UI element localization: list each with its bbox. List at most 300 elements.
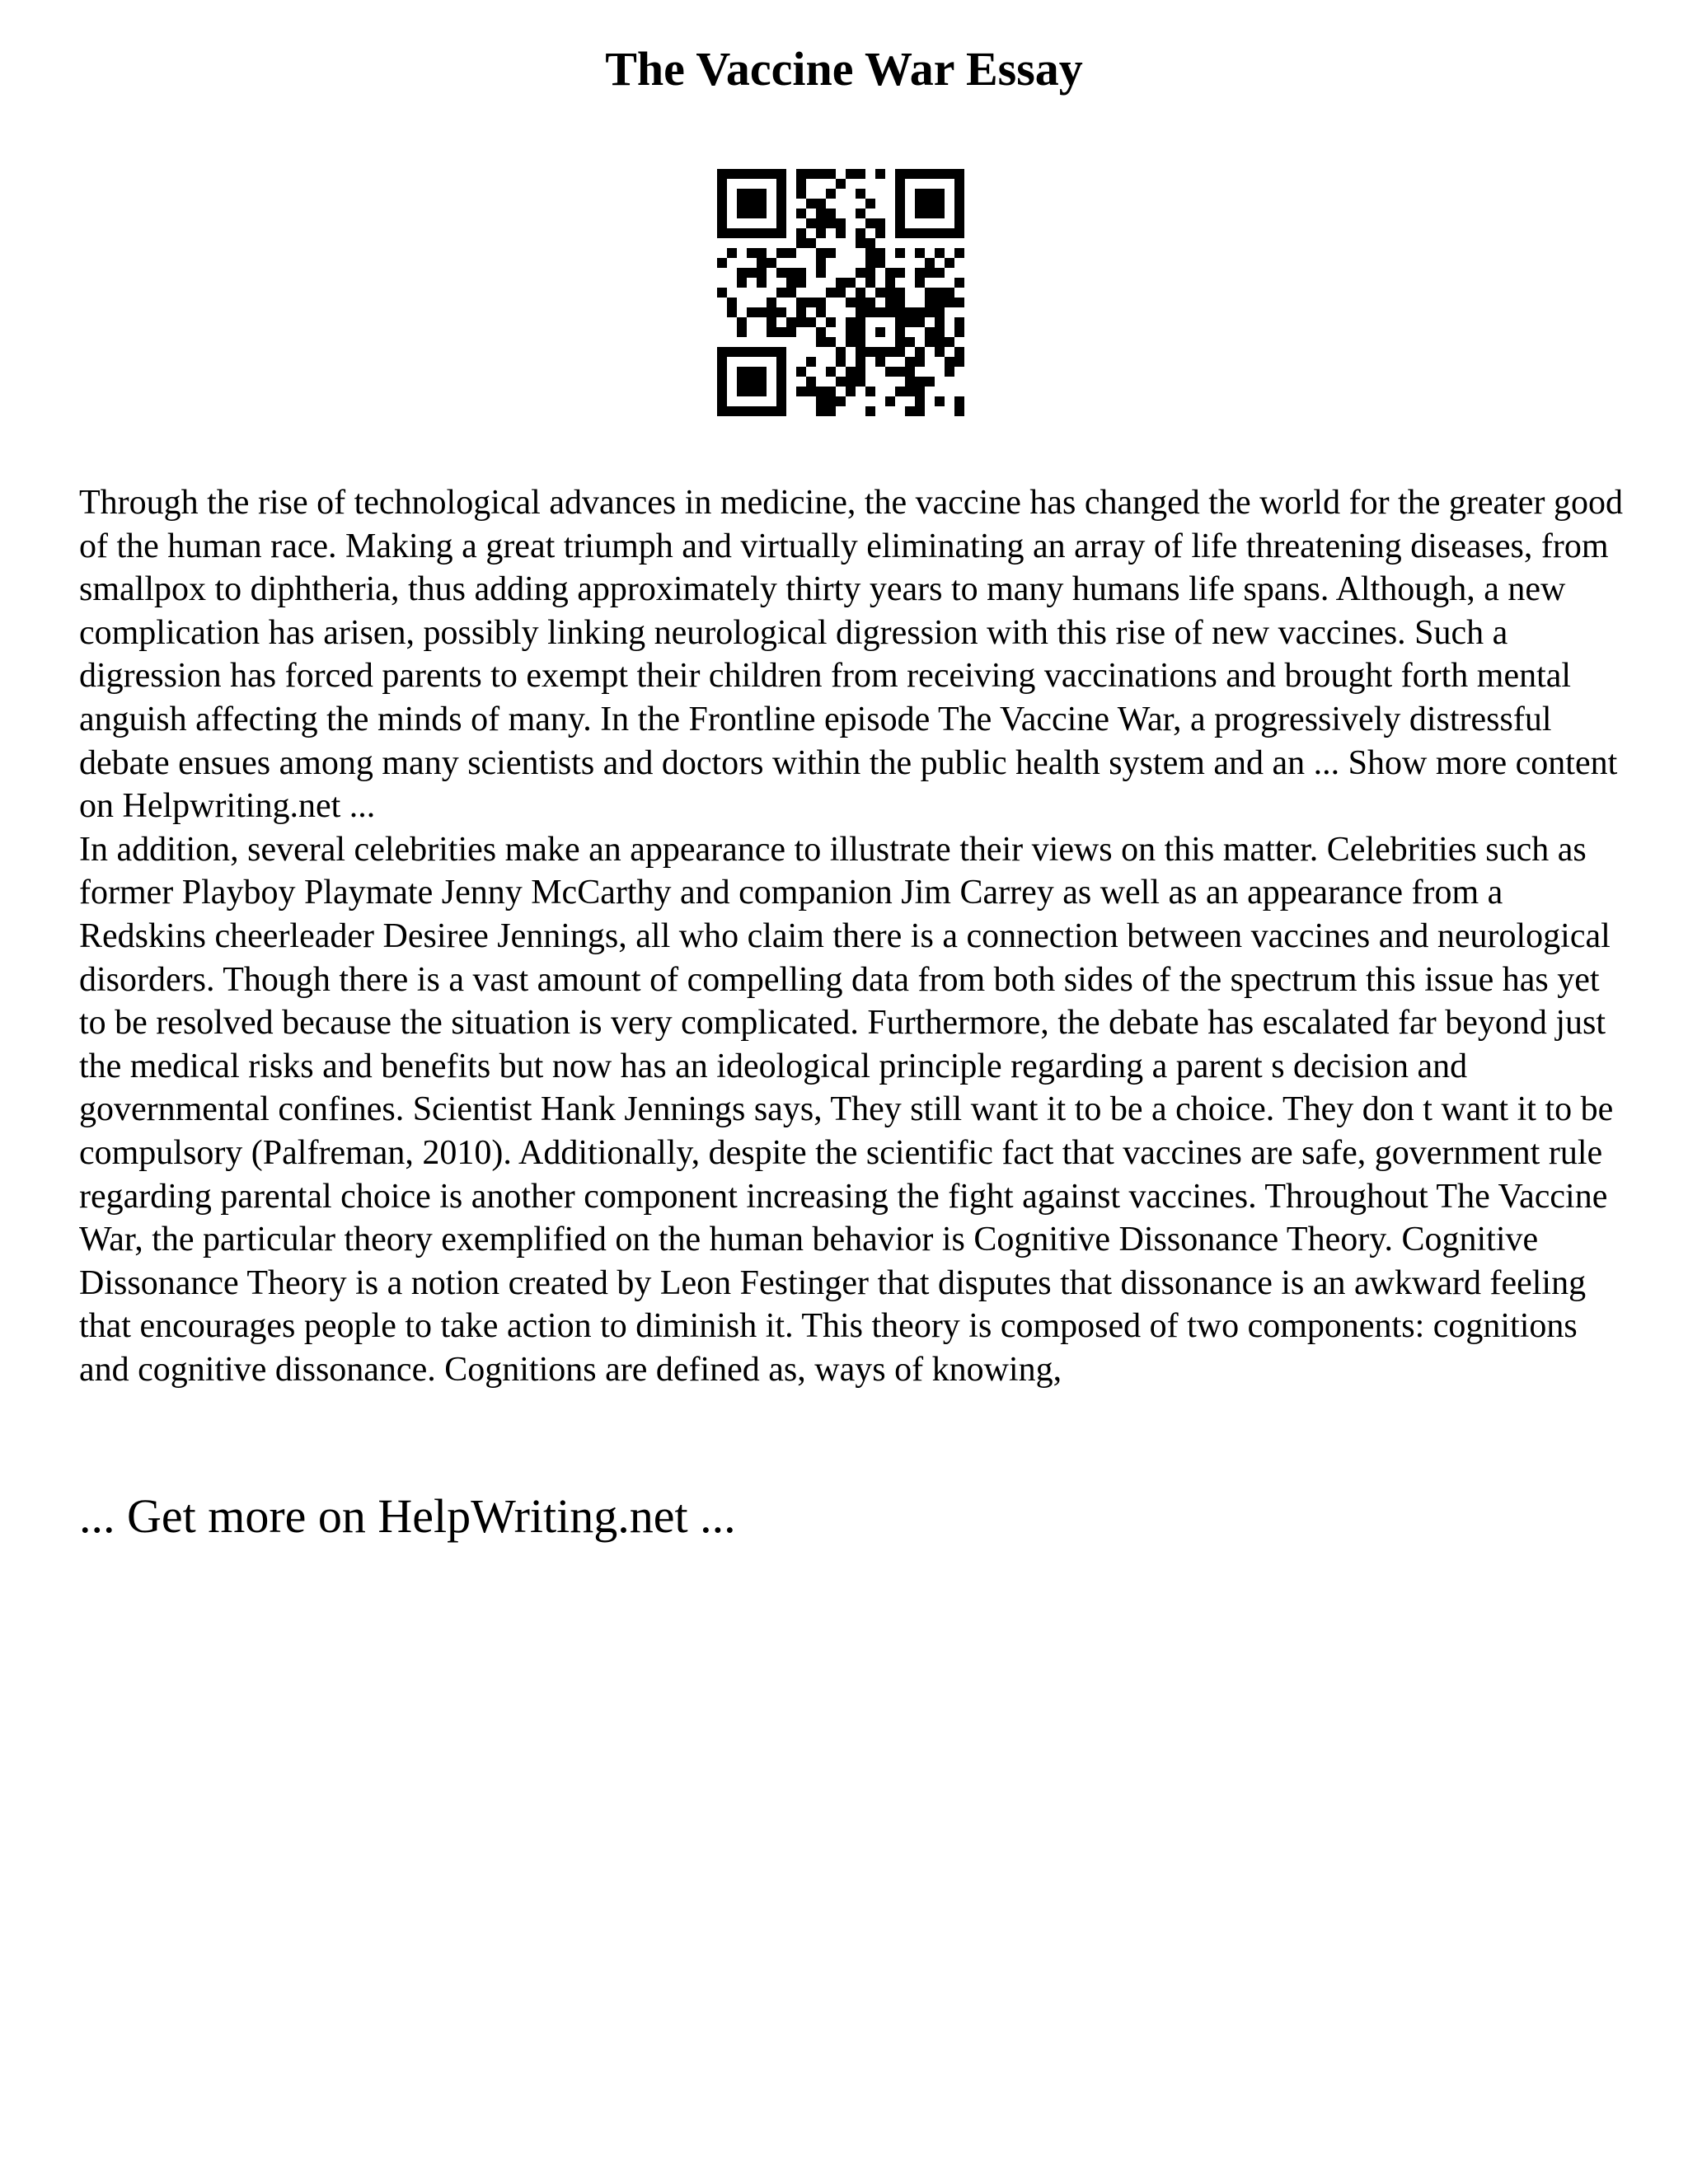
qr-module bbox=[856, 209, 865, 218]
qr-module bbox=[846, 317, 856, 327]
qr-module bbox=[895, 189, 905, 199]
qr-module bbox=[796, 268, 806, 278]
qr-module bbox=[856, 307, 865, 317]
qr-module bbox=[757, 228, 767, 238]
qr-module bbox=[895, 298, 905, 307]
qr-module bbox=[935, 317, 945, 327]
qr-module bbox=[915, 169, 925, 179]
qr-module bbox=[757, 248, 767, 258]
qr-module bbox=[776, 367, 786, 377]
qr-module bbox=[737, 228, 747, 238]
qr-module bbox=[895, 228, 905, 238]
qr-module bbox=[925, 377, 935, 387]
qr-module bbox=[935, 209, 945, 218]
qr-module bbox=[796, 367, 806, 377]
qr-module bbox=[776, 288, 786, 298]
qr-module bbox=[836, 278, 846, 288]
qr-module bbox=[954, 199, 964, 209]
qr-module bbox=[767, 406, 776, 416]
qr-module bbox=[856, 367, 865, 377]
qr-module bbox=[865, 387, 875, 396]
qr-module bbox=[875, 248, 885, 258]
qr-module bbox=[737, 169, 747, 179]
qr-module bbox=[806, 317, 816, 327]
qr-module bbox=[767, 258, 776, 268]
qr-module bbox=[836, 179, 846, 189]
qr-module bbox=[737, 406, 747, 416]
qr-module bbox=[757, 189, 767, 199]
qr-module bbox=[935, 248, 945, 258]
qr-module bbox=[846, 377, 856, 387]
qr-module bbox=[757, 199, 767, 209]
qr-module bbox=[816, 169, 826, 179]
qr-module bbox=[915, 317, 925, 327]
qr-module bbox=[836, 347, 846, 357]
qr-module bbox=[816, 337, 826, 347]
qr-module bbox=[905, 228, 915, 238]
qr-module bbox=[717, 396, 727, 406]
qr-module bbox=[717, 218, 727, 228]
qr-module bbox=[737, 209, 747, 218]
essay-paragraph: Through the rise of technological advances in medicine, the vaccine has changed the world for the greater good of the human race. Making a great triumph and virtually eliminating an array of life threatening diseases, from smallpox to diphtheria, thus adding approximately thirty years to many humans life spans. Although, a new complication has arisen, possibly linking neurological digression with this rise of new vaccines. Such a digression has forced parents to exempt their children from receiving vaccinations and brought forth mental anguish affecting the minds of many. In the Frontline episode The Vaccine War, a progressively distressful debate ensues among many scientists and doctors within the public health system and an ... Show more content on Helpwriting.net ... bbox=[79, 484, 1623, 826]
qr-module bbox=[737, 317, 747, 327]
qr-module bbox=[895, 317, 905, 327]
qr-module bbox=[816, 258, 826, 268]
qr-module bbox=[895, 347, 905, 357]
qr-module bbox=[747, 248, 757, 258]
qr-module bbox=[776, 396, 786, 406]
qr-module bbox=[925, 258, 935, 268]
qr-module bbox=[875, 288, 885, 298]
qr-module bbox=[885, 278, 895, 288]
qr-module bbox=[846, 337, 856, 347]
qr-module bbox=[856, 189, 865, 199]
qr-module bbox=[846, 387, 856, 396]
qr-module bbox=[747, 307, 757, 317]
qr-module bbox=[846, 298, 856, 307]
qr-module bbox=[747, 228, 757, 238]
qr-module bbox=[895, 288, 905, 298]
qr-module bbox=[875, 347, 885, 357]
qr-module bbox=[935, 169, 945, 179]
qr-module bbox=[935, 347, 945, 357]
qr-module bbox=[935, 396, 945, 406]
qr-module bbox=[757, 209, 767, 218]
qr-module bbox=[865, 248, 875, 258]
qr-module bbox=[717, 406, 727, 416]
qr-module bbox=[836, 377, 846, 387]
qr-module bbox=[895, 307, 905, 317]
qr-module bbox=[856, 169, 865, 179]
qr-module bbox=[865, 238, 875, 248]
qr-module bbox=[816, 396, 826, 406]
qr-module bbox=[925, 337, 935, 347]
qr-module bbox=[895, 209, 905, 218]
qr-module bbox=[727, 169, 737, 179]
qr-module bbox=[954, 298, 964, 307]
qr-module bbox=[826, 169, 836, 179]
qr-module bbox=[826, 218, 836, 228]
qr-module bbox=[727, 406, 737, 416]
qr-module bbox=[915, 278, 925, 288]
qr-module bbox=[856, 347, 865, 357]
qr-module bbox=[776, 406, 786, 416]
qr-module bbox=[776, 218, 786, 228]
qr-module bbox=[717, 228, 727, 238]
qr-module bbox=[776, 357, 786, 367]
qr-module bbox=[717, 347, 727, 357]
qr-module bbox=[875, 218, 885, 228]
qr-module bbox=[806, 357, 816, 367]
qr-module bbox=[915, 406, 925, 416]
qr-module bbox=[737, 347, 747, 357]
qr-module bbox=[816, 406, 826, 416]
qr-module bbox=[767, 169, 776, 179]
qr-module bbox=[796, 179, 806, 189]
qr-module bbox=[846, 327, 856, 337]
qr-module bbox=[895, 327, 905, 337]
qr-module bbox=[954, 357, 964, 367]
qr-module bbox=[915, 387, 925, 396]
qr-module bbox=[816, 248, 826, 258]
qr-module bbox=[776, 228, 786, 238]
qr-module bbox=[737, 199, 747, 209]
qr-module bbox=[816, 298, 826, 307]
qr-module bbox=[925, 288, 935, 298]
qr-module bbox=[885, 307, 895, 317]
qr-module bbox=[875, 307, 885, 317]
qr-module bbox=[915, 396, 925, 406]
qr-module bbox=[717, 377, 727, 387]
qr-module bbox=[895, 387, 905, 396]
qr-module bbox=[737, 377, 747, 387]
qr-module bbox=[776, 307, 786, 317]
essay-paragraph: In addition, several celebrities make an appearance to illustrate their views on this matter. Celebrities such as former Playboy Playmate Jenny McCarthy and companion Jim Carrey as well as an appearance from a Redskins cheerleader Desiree Jennings, all who claim there is a connection between vaccines and neurological disorders. Though there is a vast amount of compelling data from both sides of the spectrum this issue has yet to be resolved because the situation is very complicated. Furthermore, the debate has escalated far beyond just the medical risks and benefits but now has an ideological principle regarding a parent s decision and governmental confines. Scientist Hank Jennings says, They still want it to be a choice. They don t want it to be compulsory (Palfreman, 2010). Additionally, despite the scientific fact that vaccines are safe, government rule regarding parental choice is another component increasing the fight against vaccines. Throughout The Vaccine War, the particular theory exemplified on the human behavior is Cognitive Dissonance Theory. Cognitive Dissonance Theory is a notion created by Leon Festinger that disputes that dissonance is an awkward feeling that encourages people to take action to diminish it. This theory is composed of two components: cognitions and cognitive dissonance. Cognitions are defined as, ways of knowing, bbox=[79, 830, 1614, 1389]
qr-module bbox=[717, 288, 727, 298]
qr-module bbox=[796, 169, 806, 179]
qr-module bbox=[905, 387, 915, 396]
qr-module bbox=[757, 169, 767, 179]
qr-module bbox=[856, 337, 865, 347]
qr-module bbox=[717, 179, 727, 189]
qr-module bbox=[954, 248, 964, 258]
qr-module bbox=[747, 268, 757, 278]
qr-module bbox=[767, 228, 776, 238]
qr-module bbox=[915, 377, 925, 387]
qr-module bbox=[757, 387, 767, 396]
qr-module bbox=[796, 278, 806, 288]
qr-module bbox=[954, 327, 964, 337]
qr-module bbox=[954, 347, 964, 357]
qr-module bbox=[895, 179, 905, 189]
qr-module bbox=[905, 317, 915, 327]
qr-module bbox=[905, 357, 915, 367]
qr-module bbox=[717, 367, 727, 377]
qr-module bbox=[945, 337, 954, 347]
qr-module bbox=[806, 169, 816, 179]
qr-module bbox=[836, 288, 846, 298]
qr-module bbox=[856, 327, 865, 337]
qr-module bbox=[737, 387, 747, 396]
qr-module bbox=[865, 199, 875, 209]
qr-module bbox=[717, 357, 727, 367]
qr-module bbox=[865, 278, 875, 288]
qr-module bbox=[747, 367, 757, 377]
qr-module bbox=[757, 367, 767, 377]
qr-module bbox=[915, 347, 925, 357]
qr-module bbox=[935, 337, 945, 347]
qr-module bbox=[836, 357, 846, 367]
qr-module bbox=[727, 248, 737, 258]
qr-module bbox=[875, 169, 885, 179]
qr-module bbox=[925, 327, 935, 337]
qr-module bbox=[856, 298, 865, 307]
qr-module bbox=[954, 406, 964, 416]
qr-module bbox=[856, 377, 865, 387]
qr-module bbox=[757, 307, 767, 317]
qr-module bbox=[767, 327, 776, 337]
qr-module bbox=[816, 218, 826, 228]
qr-module bbox=[717, 209, 727, 218]
qr-module bbox=[865, 406, 875, 416]
qr-module bbox=[767, 317, 776, 327]
qr-module bbox=[945, 367, 954, 377]
qr-module bbox=[747, 387, 757, 396]
qr-module bbox=[836, 218, 846, 228]
qr-module bbox=[806, 298, 816, 307]
qr-module bbox=[885, 298, 895, 307]
qr-module bbox=[747, 189, 757, 199]
qr-module bbox=[846, 367, 856, 377]
qr-module bbox=[895, 218, 905, 228]
qr-module bbox=[767, 298, 776, 307]
qr-module bbox=[935, 228, 945, 238]
qr-module bbox=[875, 327, 885, 337]
qr-module bbox=[747, 209, 757, 218]
qr-module bbox=[826, 189, 836, 199]
qr-module bbox=[816, 327, 826, 337]
qr-module bbox=[905, 169, 915, 179]
qr-module bbox=[806, 199, 816, 209]
qr-module bbox=[776, 347, 786, 357]
qr-module bbox=[737, 268, 747, 278]
qr-module bbox=[856, 357, 865, 367]
qr-module bbox=[935, 327, 945, 337]
qr-module bbox=[816, 387, 826, 396]
qr-module bbox=[717, 258, 727, 268]
qr-module bbox=[796, 387, 806, 396]
qr-module bbox=[806, 218, 816, 228]
qr-module bbox=[786, 288, 796, 298]
qr-module bbox=[747, 169, 757, 179]
qr-module bbox=[945, 169, 954, 179]
qr-module bbox=[796, 238, 806, 248]
qr-module bbox=[905, 367, 915, 377]
qr-module bbox=[954, 209, 964, 218]
qr-module bbox=[806, 238, 816, 248]
qr-module bbox=[826, 317, 836, 327]
qr-module bbox=[717, 169, 727, 179]
qr-module bbox=[737, 327, 747, 337]
qr-module bbox=[747, 199, 757, 209]
qr-module bbox=[727, 347, 737, 357]
qr-module bbox=[954, 179, 964, 189]
qr-module bbox=[954, 169, 964, 179]
qr-module bbox=[925, 268, 935, 278]
qr-module bbox=[776, 387, 786, 396]
qr-module bbox=[895, 337, 905, 347]
qr-module bbox=[727, 307, 737, 317]
qr-module bbox=[954, 317, 964, 327]
qr-module bbox=[796, 189, 806, 199]
qr-module bbox=[786, 327, 796, 337]
qr-module bbox=[826, 367, 836, 377]
qr-module bbox=[796, 209, 806, 218]
qr-module bbox=[935, 199, 945, 209]
qr-module bbox=[925, 228, 935, 238]
qr-module bbox=[757, 347, 767, 357]
qr-module bbox=[796, 307, 806, 317]
qr-module bbox=[776, 179, 786, 189]
qr-module bbox=[826, 209, 836, 218]
qr-module bbox=[826, 387, 836, 396]
qr-module bbox=[954, 396, 964, 406]
qr-module bbox=[767, 307, 776, 317]
qr-module bbox=[856, 317, 865, 327]
qr-module bbox=[895, 268, 905, 278]
qr-module bbox=[786, 248, 796, 258]
qr-module bbox=[875, 357, 885, 367]
qr-module bbox=[816, 228, 826, 238]
qr-module bbox=[757, 377, 767, 387]
qr-module bbox=[885, 367, 895, 377]
qr-module bbox=[816, 199, 826, 209]
qr-module bbox=[925, 209, 935, 218]
qr-module bbox=[954, 189, 964, 199]
qr-module bbox=[865, 268, 875, 278]
qr-module bbox=[717, 199, 727, 209]
qr-module bbox=[865, 347, 875, 357]
qr-module bbox=[895, 367, 905, 377]
qr-module bbox=[905, 307, 915, 317]
qr-module bbox=[747, 406, 757, 416]
qr-module bbox=[915, 268, 925, 278]
qr-module bbox=[826, 248, 836, 258]
qr-module bbox=[945, 298, 954, 307]
qr-module bbox=[925, 169, 935, 179]
qr-module bbox=[925, 189, 935, 199]
qr-module bbox=[717, 189, 727, 199]
qr-module bbox=[865, 218, 875, 228]
qr-module bbox=[925, 298, 935, 307]
qr-module bbox=[757, 278, 767, 288]
qr-module bbox=[737, 189, 747, 199]
qr-module bbox=[757, 268, 767, 278]
qr-module bbox=[737, 278, 747, 288]
qr-module bbox=[865, 307, 875, 317]
qr-module bbox=[915, 248, 925, 258]
qr-module bbox=[826, 396, 836, 406]
qr-module bbox=[925, 307, 935, 317]
qr-module bbox=[935, 298, 945, 307]
qr-module bbox=[836, 228, 846, 238]
qr-module bbox=[895, 248, 905, 258]
qr-module bbox=[816, 209, 826, 218]
qr-module bbox=[915, 228, 925, 238]
qr-code-icon[interactable] bbox=[717, 169, 964, 416]
qr-module bbox=[796, 317, 806, 327]
qr-module bbox=[885, 347, 895, 357]
qr-module bbox=[954, 218, 964, 228]
qr-module bbox=[905, 377, 915, 387]
qr-module bbox=[776, 209, 786, 218]
qr-module bbox=[776, 189, 786, 199]
qr-module bbox=[945, 228, 954, 238]
qr-module bbox=[836, 396, 846, 406]
qr-module bbox=[954, 228, 964, 238]
qr-module bbox=[786, 268, 796, 278]
qr-module bbox=[935, 268, 945, 278]
qr-module bbox=[945, 288, 954, 298]
qr-module bbox=[776, 199, 786, 209]
qr-module bbox=[776, 268, 786, 278]
qr-module bbox=[806, 387, 816, 396]
qr-module bbox=[945, 258, 954, 268]
qr-module bbox=[885, 288, 895, 298]
qr-module bbox=[865, 258, 875, 268]
qr-module bbox=[915, 209, 925, 218]
qr-module bbox=[895, 169, 905, 179]
qr-module bbox=[885, 268, 895, 278]
qr-module bbox=[727, 298, 737, 307]
qr-module bbox=[796, 298, 806, 307]
qr-module bbox=[757, 258, 767, 268]
qr-module bbox=[945, 357, 954, 367]
qr-module bbox=[875, 258, 885, 268]
qr-module bbox=[846, 278, 856, 288]
qr-module bbox=[816, 268, 826, 278]
qr-module bbox=[925, 199, 935, 209]
qr-module bbox=[747, 347, 757, 357]
qr-module bbox=[757, 406, 767, 416]
qr-module bbox=[826, 337, 836, 347]
qr-module bbox=[935, 189, 945, 199]
qr-module bbox=[954, 278, 964, 288]
qr-module bbox=[737, 367, 747, 377]
qr-module bbox=[935, 307, 945, 317]
qr-module bbox=[856, 268, 865, 278]
qr-module bbox=[826, 288, 836, 298]
qr-module bbox=[856, 238, 865, 248]
qr-module bbox=[767, 347, 776, 357]
get-more-link[interactable]: ... Get more on HelpWriting.net ... bbox=[79, 1489, 736, 1543]
qr-module bbox=[717, 387, 727, 396]
qr-module bbox=[747, 377, 757, 387]
qr-module bbox=[776, 377, 786, 387]
qr-module bbox=[727, 228, 737, 238]
qr-module bbox=[786, 317, 796, 327]
qr-module bbox=[856, 288, 865, 298]
qr-module bbox=[915, 199, 925, 209]
qr-module bbox=[776, 248, 786, 258]
qr-module bbox=[796, 228, 806, 238]
qr-module bbox=[856, 228, 865, 238]
qr-module bbox=[806, 377, 816, 387]
page-title: The Vaccine War Essay bbox=[605, 42, 1083, 96]
essay-body bbox=[79, 481, 1629, 1391]
qr-module bbox=[786, 278, 796, 288]
qr-module bbox=[776, 327, 786, 337]
